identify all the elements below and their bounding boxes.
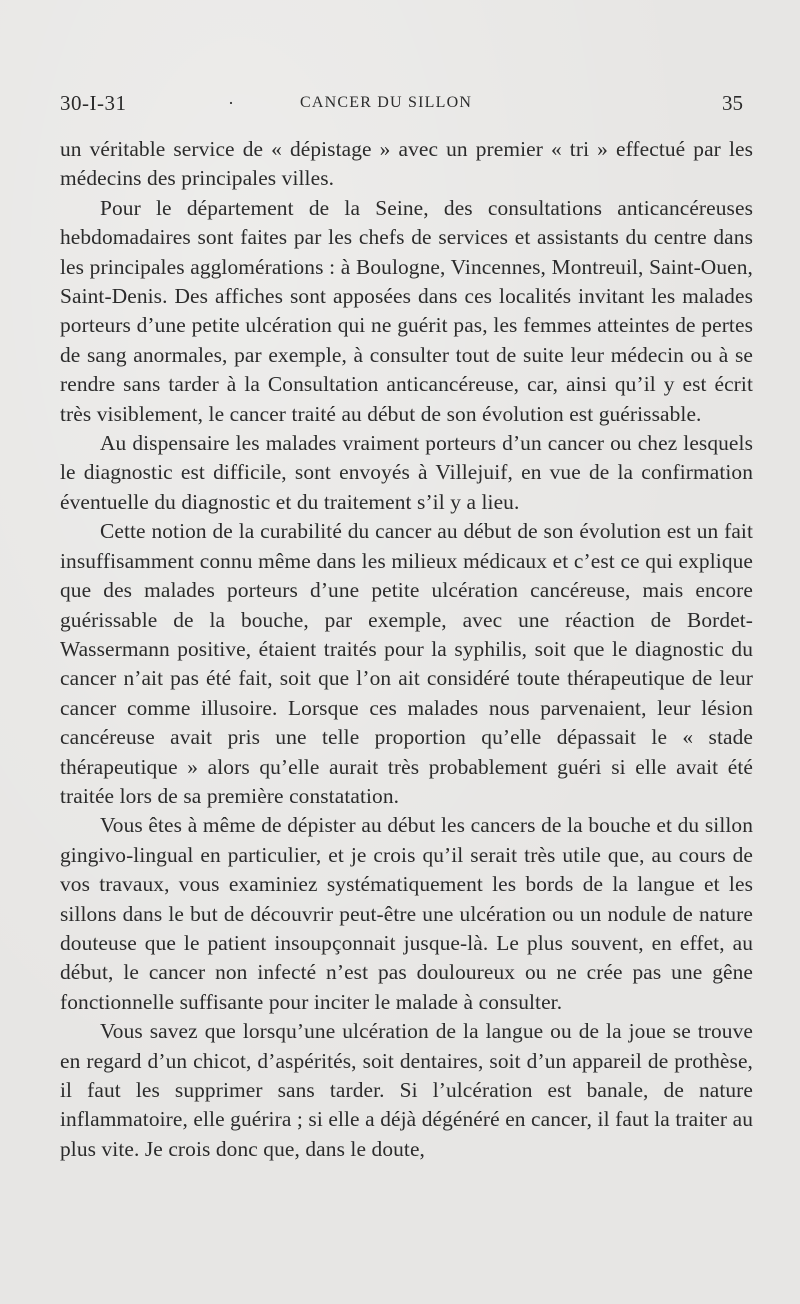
header-separator-dot: · <box>228 93 234 113</box>
paragraph-seine-consultations: Pour le département de la Seine, des consultations anticancéreuses hebdomadaires sont faites par les chefs de services et assistants du centre dans les principales agglomérations : à Boulogne, Vincennes, Montreuil, Saint-Ouen, Saint-Denis. Des affiches sont apposées dans ces localités invitant les malades porteurs d’une petite ulcération qui ne guérit pas, les femmes atteintes de pertes de sang anormales, par exemple, à consulter tout de suite leur médecin ou à se rendre sans tarder à la Consultation anticancéreuse, car, ainsi qu’il y est écrit très visiblement, le cancer traité au début de son évolution est guérissable. <box>60 195 753 426</box>
body-text <box>60 135 753 1164</box>
page-number: 35 <box>722 91 743 115</box>
paragraph-depistage: Vous êtes à même de dépister au début les cancers de la bouche et du sillon gingivo-lingual en particulier, et je crois qu’il serait très utile que, au cours de vos travaux, vous examiniez systématiquement les bords de la langue et les sillons dans le but de découvrir peut-être une ulcération ou un nodule de nature douteuse que le patient insoupçonnait jusque-là. Le plus souvent, en effet, au début, le cancer non infecté n’est pas douloureux ou ne crée pas une gêne fonctionnelle suffisante pour inciter le malade à consulter. <box>60 813 753 1014</box>
running-header <box>60 86 743 120</box>
header-title: CANCER DU SILLON <box>300 94 473 111</box>
paragraph-continuation: un véritable service de « dépistage » avec un premier « tri » effectué par les médecins des principales villes. <box>60 137 753 191</box>
paragraph-dispensaire: Au dispensaire les malades vraiment porteurs d’un cancer ou chez lesquels le diagnostic est difficile, sont envoyés à Villejuif, en vue de la confirmation éventuelle du diagnostic et du traitement s’il y a lieu. <box>60 431 753 514</box>
paragraph-curabilite: Cette notion de la curabilité du cancer au début de son évolution est un fait insuffisamment connu même dans les milieux médicaux et c’est ce qui explique que des malades porteurs d’une petite ulcération cancéreuse, mais encore guérissable de la bouche, par exemple, avec une réaction de Bordet-Wassermann positive, étaient traités pour la syphilis, soit que le diagnostic du cancer n’ait pas été fait, soit que l’on ait considéré toute thérapeutique de leur cancer comme illusoire. Lorsque ces malades nous parvenaient, leur lésion cancéreuse avait pris une telle proportion qu’elle dépassait le « stade thérapeutique » alors qu’elle aurait très probablement guéri si elle avait été traitée lors de sa première constatation. <box>60 519 753 808</box>
header-date: 30-I-31 <box>60 91 127 115</box>
paragraph-ulceration: Vous savez que lorsqu’une ulcération de la langue ou de la joue se trouve en regard d’un chicot, d’aspérités, soit dentaires, soit d’un appareil de prothèse, il faut les supprimer sans tarder. Si l’ulcération est banale, de nature inflammatoire, elle guérira ; si elle a déjà dégénéré en cancer, il faut la traiter au plus vite. Je crois donc que, dans le doute, <box>60 1019 753 1161</box>
